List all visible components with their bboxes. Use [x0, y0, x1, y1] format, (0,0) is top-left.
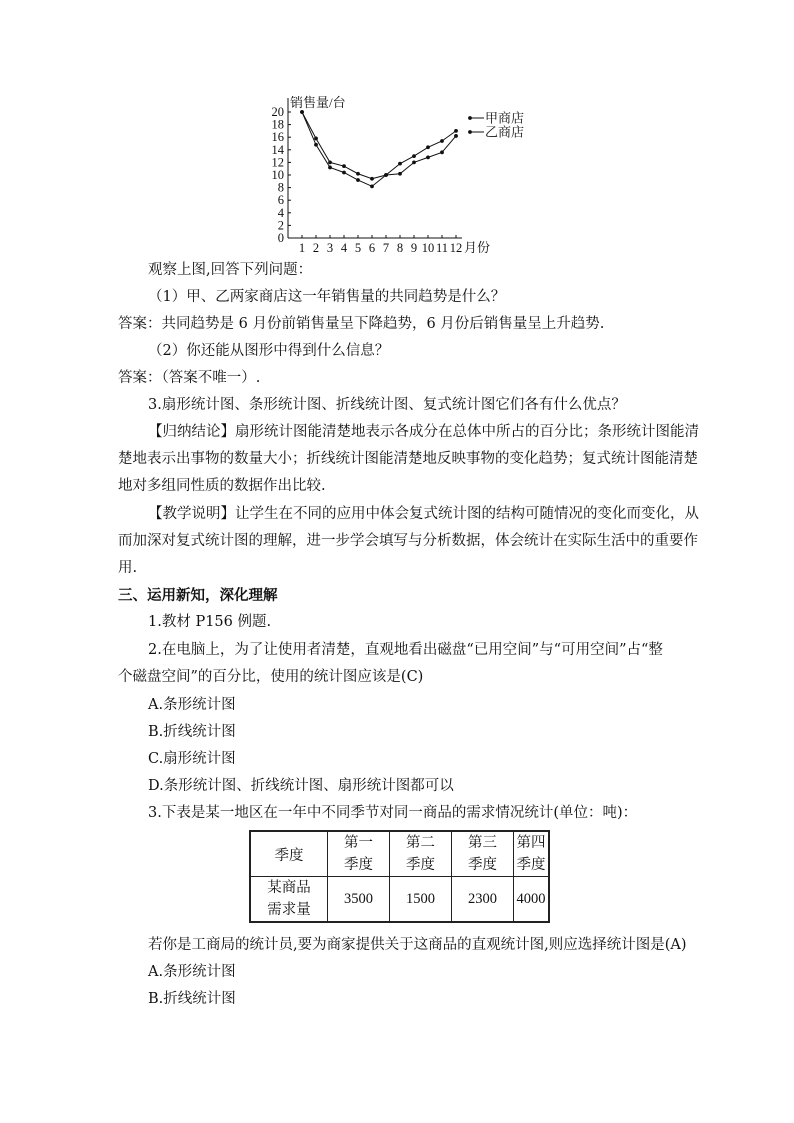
table-row-label-line: 某商品 [267, 880, 311, 896]
series-line-2 [302, 112, 456, 186]
series-2-point [342, 171, 346, 175]
answer-2: 答案：（答案不唯一）. [118, 370, 261, 386]
exercise-2-line-1: 2.在电脑上，为了让使用者清楚，直观地看出磁盘“已用空间”与“可用空间”占“整 [148, 642, 663, 658]
series-2-point [440, 150, 444, 154]
y-tick-label: 8 [277, 180, 284, 195]
series-2-point [384, 173, 388, 177]
series-1-point [426, 145, 430, 149]
y-tick-label: 6 [277, 193, 284, 208]
table-header-cell: 季度 [250, 831, 328, 877]
exercise-2-line-2: 个磁盘空间”的百分比，使用的统计图应该是(C) [118, 669, 424, 685]
y-axis-label: 销售量/台 [290, 95, 346, 110]
table-header-line: 季度 [516, 857, 546, 873]
demand-table [249, 830, 550, 923]
x-tick-label: 2 [312, 241, 320, 254]
x-tick-label: 9 [410, 241, 418, 254]
series-1-point [454, 129, 458, 133]
x-tick-label: 3 [326, 241, 334, 254]
series-2-point [356, 178, 360, 182]
exercise-3-option-a: A.条形统计图 [148, 964, 236, 980]
teaching-note-line-1: 【教学说明】让学生在不同的应用中体会复式统计图的结构可随情况的变化而变化，从 [148, 506, 699, 522]
table-value-cell: 1500 [390, 877, 452, 923]
series-1-point [314, 137, 318, 141]
table-value-cell: 2300 [452, 877, 514, 923]
exercise-2-option-b: B.折线统计图 [148, 724, 236, 740]
table-header-line: 第三 [468, 835, 497, 851]
series-1-point [398, 162, 402, 166]
exercise-2-option-c: C.扇形统计图 [148, 751, 236, 767]
y-tick-label: 2 [277, 218, 284, 233]
question-2: （2）你还能从图形中得到什么信息？ [148, 343, 390, 359]
y-tick-label: 18 [271, 117, 284, 132]
answer-1: 答案：共同趋势是 6 月份前销售量呈下降趋势，6 月份后销售量呈上升趋势. [118, 316, 605, 332]
exercise-1: 1.教材 P156 例题. [148, 614, 272, 630]
question-3: 3.扇形统计图、条形统计图、折线统计图、复式统计图它们各有什么优点？ [148, 397, 626, 413]
question-1: （1）甲、乙两家商店这一年销售量的共同趋势是什么？ [148, 289, 506, 305]
table-header-cell [390, 831, 452, 877]
series-2-point [426, 155, 430, 159]
x-axis-label: 月份 [464, 240, 491, 254]
observe-prompt: 观察上图,回答下列问题： [148, 262, 313, 278]
table-header-line: 季度 [406, 857, 435, 873]
x-tick-label: 12 [449, 241, 463, 254]
series-1-point [370, 177, 374, 181]
table-header-line: 季度 [344, 857, 373, 873]
x-tick-label: 11 [435, 241, 449, 254]
legend-label-1: 甲商店 [485, 110, 525, 126]
y-tick-label: 14 [271, 142, 284, 157]
conclusion-line-3: 地对多组同性质的数据作出比较. [118, 478, 326, 494]
table-header-line: 第一 [344, 835, 373, 851]
legend-marker-2 [468, 130, 472, 134]
exercise-2-option-d: D.条形统计图、折线统计图、扇形统计图都可以 [148, 778, 454, 794]
series-line-1 [302, 112, 456, 179]
series-1-point [342, 164, 346, 168]
sales-line-chart [258, 92, 548, 254]
table-value-cell: 3500 [328, 877, 390, 923]
table-value-cell: 4000 [514, 877, 550, 923]
series-2-point [300, 110, 304, 114]
x-tick-label: 8 [396, 241, 404, 254]
series-2-point [454, 134, 458, 138]
x-tick-label: 7 [382, 241, 390, 254]
table-header-cell [452, 831, 514, 877]
x-tick-label: 1 [298, 241, 306, 254]
x-tick-label: 6 [368, 241, 376, 254]
y-tick-label: 10 [271, 168, 284, 182]
table-row-label-line: 需求量 [267, 902, 311, 918]
section-heading: 三、运用新知，深化理解 [118, 587, 278, 604]
y-tick-label: 20 [271, 105, 284, 119]
exercise-3-option-b: B.折线统计图 [148, 991, 236, 1007]
exercise-2-option-a: A.条形统计图 [148, 697, 236, 713]
legend-label-2: 乙商店 [485, 124, 525, 140]
y-tick-label: 0 [277, 231, 284, 245]
x-tick-label: 4 [340, 241, 348, 254]
x-tick-label: 5 [354, 241, 362, 254]
series-2-point [370, 184, 374, 188]
series-1-point [328, 161, 332, 165]
table-header-line: 第四 [516, 835, 546, 851]
series-1-point [440, 139, 444, 143]
table-row [250, 831, 549, 877]
table-row [250, 877, 549, 923]
conclusion-line-1: 【归纳结论】扇形统计图能清楚地表示各成分在总体中所占的百分比；条形统计图能清 [148, 424, 699, 440]
table-header-cell [328, 831, 390, 877]
series-2-point [398, 172, 402, 176]
table-row-label-cell [250, 877, 328, 923]
legend-marker-1 [468, 116, 472, 120]
y-tick-label: 16 [271, 130, 284, 145]
table-header-line: 第二 [406, 835, 435, 851]
table-header-cell [514, 831, 550, 877]
series-1-point [356, 172, 360, 176]
y-tick-label: 4 [277, 205, 284, 220]
series-1-point [412, 154, 416, 158]
exercise-3: 3.下表是某一地区在一年中不同季节对同一商品的需求情况统计(单位：吨)： [148, 805, 638, 821]
series-2-point [412, 161, 416, 165]
conclusion-line-2: 楚地表示出事物的数量大小；折线统计图能清楚地反映事物的变化趋势；复式统计图能清楚 [118, 451, 698, 467]
exercise-3-question: 若你是工商局的统计员,要为商家提供关于这商品的直观统计图,则应选择统计图是(A) [148, 937, 687, 953]
series-2-point [328, 166, 332, 170]
series-2-point [314, 143, 318, 147]
x-tick-label: 10 [421, 241, 435, 254]
teaching-note-line-2: 而加深对复式统计图的理解，进一步学会填写与分析数据，体会统计在实际生活中的重要作 [118, 533, 698, 549]
table-header-line: 季度 [468, 857, 497, 873]
y-tick-label: 12 [271, 155, 284, 170]
teaching-note-line-3: 用. [118, 560, 138, 576]
